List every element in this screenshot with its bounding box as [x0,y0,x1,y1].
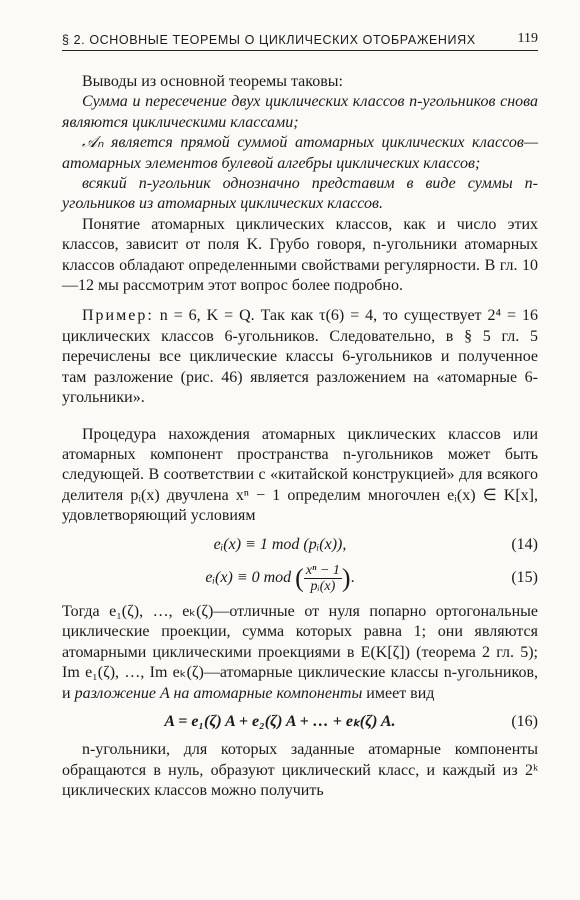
equation-16 [62,712,538,732]
header-title: § 2. ОСНОВНЫЕ ТЕОРЕМЫ О ЦИКЛИЧЕСКИХ ОТОБРАЖЕНИЯХ [62,33,476,47]
paragraph-unique-representation: всякий n-угольник однозначно представим в виде суммы n-угольников из атомарных циклических классов. [62,175,538,213]
fraction-numerator: xⁿ − 1 [305,562,340,578]
equation-16-body: A = e₁(ζ) A + e₂(ζ) A + … + eₖ(ζ) A. [164,712,396,730]
paragraph-procedure: Процедура нахождения атомарных циклических классов или атомарных компонент пространства n-угольников может быть следующей. В соответствии с «китайской конструкцией» для всякого делителя pᵢ(x) двучлена xⁿ − 1 определим многочлен eᵢ(x) ∈ K[x], удовлетворяющий условиям [62,425,538,525]
paragraph-final: n-угольники, для которых заданные атомарные компоненты обращаются в нуль, образуют циклический класс, и каждый из 2ᵏ циклических классов можно получить [62,741,538,800]
projections-text: Тогда e₁(ζ), …, eₖ(ζ)—отличные от нуля попарно ортогональные циклические проекции, сумма которых равна 1; они являются атомарными циклическими проекциями в E(K[ζ]) (теорема 2 гл. 5); Im e₁(ζ), …, Im eₖ(ζ)—атомарные циклические классы n-угольников, и [62,602,538,702]
equation-15-body: eᵢ(x) ≡ 0 mod ( $\frac{\text{xⁿ − 1}}{\text{pᵢ(x)}}$ ). [205,562,355,594]
page-body [62,72,538,802]
paragraph-projections [62,602,538,704]
running-header [62,31,538,51]
equation-16-number: (16) [511,712,538,730]
example-text: n = 6, K = Q. Так как τ(6) = 4, то существует 2⁴ = 16 циклических классов 6-угольников. Следовательно, в § 5 гл. 5 перечислены все циклические классы 6-угольников и полученное там разложение (рис. 46) является разложением на «атомарные 6-угольники». [62,307,539,407]
equation-14-number: (14) [511,535,538,553]
equation-14 [62,535,538,555]
projections-end: имеет вид [366,684,435,702]
paragraph-atomic-classes-concept: Понятие атомарных циклических классов, как и число этих классов, зависит от поля K. Грубо говоря, n-угольники атомарных классов обладают определенными свойствами регулярности. В гл. 10—12 мы рассмотрим этот вопрос более подробно. [62,215,538,295]
paragraph-sum-intersection: Сумма и пересечение двух циклических классов n-угольников снова являются циклическими классами; [62,93,538,131]
example-label: Пример: [82,307,154,325]
equation-15-lhs: eᵢ(x) ≡ 0 mod [205,569,292,587]
page-number: 119 [517,31,538,46]
paragraph-direct-sum: 𝒜ₙ является прямой суммой атомарных циклических классов—атомарных элементов булевой алгебры циклических классов; [62,134,538,172]
equation-15-fraction [304,563,342,594]
paragraph-example [62,306,538,408]
fraction-denominator: pᵢ(x) [310,578,336,594]
paragraph-conclusions-intro: Выводы из основной теоремы таковы: [82,73,343,90]
equation-14-body: eᵢ(x) ≡ 1 mod (pᵢ(x)), [213,535,347,553]
projections-italic: разложение A на атомарные компоненты [74,684,363,702]
equation-15-number: (15) [511,569,538,587]
equation-15 [62,563,538,594]
